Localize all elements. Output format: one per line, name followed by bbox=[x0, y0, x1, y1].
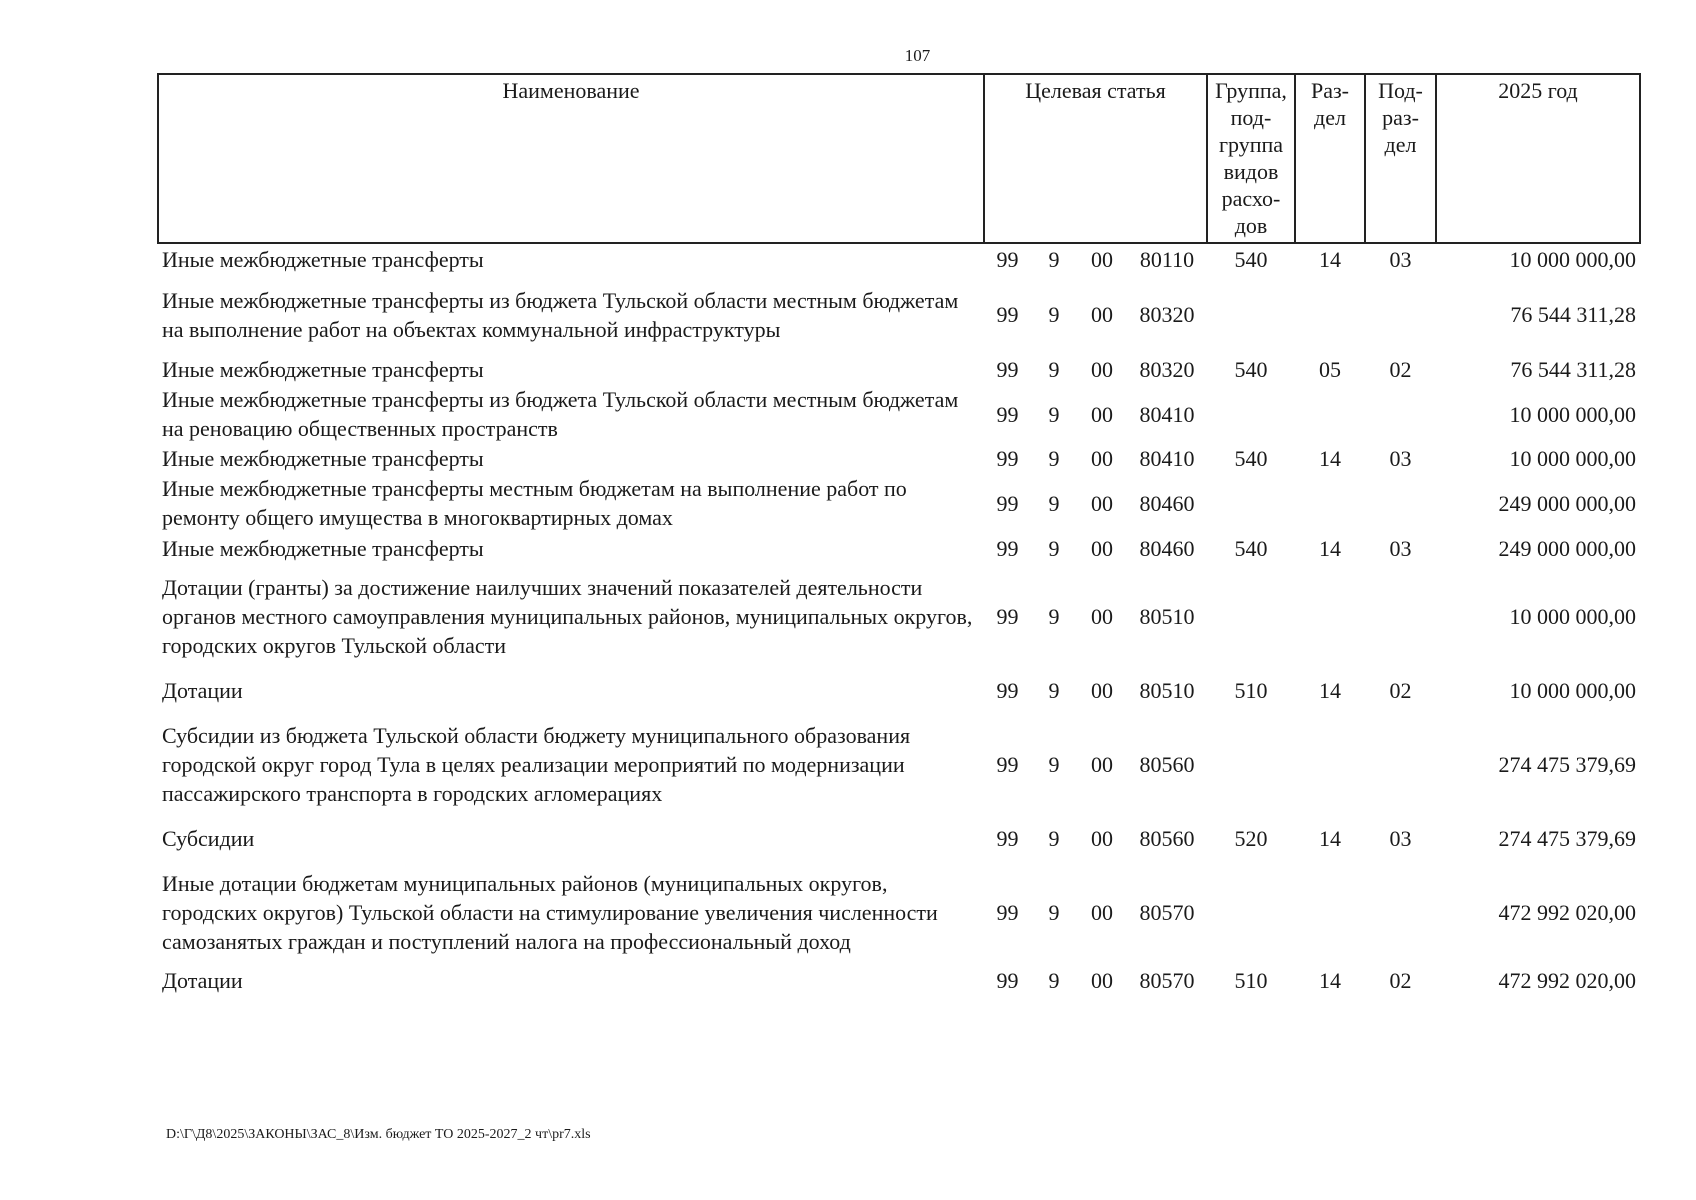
target-code: 80570 bbox=[1139, 967, 1195, 993]
expense-group: 540 bbox=[1234, 535, 1268, 561]
target-code: 80560 bbox=[1139, 751, 1195, 777]
target-program: 99 bbox=[996, 967, 1019, 993]
amount-2025: 472 992 020,00 bbox=[1498, 900, 1636, 925]
target-subprogram: 9 bbox=[1048, 825, 1060, 851]
header-subsection: Под-раз-дел bbox=[1365, 74, 1436, 243]
target-subprogram: 9 bbox=[1048, 604, 1060, 629]
budget-table bbox=[157, 73, 1641, 995]
row-name: Субсидии bbox=[162, 825, 255, 851]
target-code: 80410 bbox=[1139, 401, 1195, 427]
row-name: Субсидии из бюджета Тульской области бюджету муниципального образования городской округ город Тула в целях реализации мероприятий по модернизации пассажирского транспорта в городских агломерациях bbox=[162, 722, 911, 806]
page-number: 107 bbox=[904, 46, 931, 65]
header-target: Целевая статья bbox=[984, 74, 1207, 243]
subsection-code: 02 bbox=[1389, 967, 1412, 993]
target-direction: 00 bbox=[1091, 446, 1113, 471]
row-name: Дотации bbox=[162, 967, 243, 993]
subsection-code: 03 bbox=[1389, 535, 1412, 561]
header-year: 2025 год bbox=[1436, 74, 1640, 243]
table-row bbox=[158, 275, 1640, 354]
amount-2025: 249 000 000,00 bbox=[1498, 535, 1636, 561]
table-row bbox=[158, 443, 1640, 474]
subsection-code: 03 bbox=[1389, 247, 1412, 272]
target-program: 99 bbox=[996, 401, 1019, 427]
amount-2025: 76 544 311,28 bbox=[1510, 357, 1636, 382]
target-program: 99 bbox=[996, 302, 1019, 327]
target-code: 80510 bbox=[1139, 678, 1195, 703]
target-code: 80110 bbox=[1139, 247, 1195, 272]
table-row bbox=[158, 669, 1640, 712]
target-code: 80560 bbox=[1139, 825, 1195, 851]
section-code: 14 bbox=[1319, 678, 1341, 703]
header-name: Наименование bbox=[158, 74, 984, 243]
target-subprogram: 9 bbox=[1048, 357, 1060, 382]
target-program: 99 bbox=[996, 446, 1019, 471]
target-direction: 00 bbox=[1091, 490, 1113, 516]
section-code bbox=[1295, 275, 1365, 354]
header-section: Раз-дел bbox=[1295, 74, 1365, 243]
target-subprogram: 9 bbox=[1048, 490, 1060, 516]
subsection-code bbox=[1365, 275, 1436, 354]
row-name: Дотации (гранты) за достижение наилучших значений показателей деятельности органов местного самоуправления муниципальных районов, муниципальных округов, городских округов Тульской области bbox=[162, 575, 973, 658]
row-name: Иные межбюджетные трансферты bbox=[162, 446, 484, 471]
target-subprogram: 9 bbox=[1048, 678, 1060, 703]
expense-group: 540 bbox=[1234, 446, 1268, 471]
target-direction: 00 bbox=[1091, 900, 1113, 925]
amount-2025: 274 475 379,69 bbox=[1498, 825, 1636, 851]
row-name: Иные межбюджетные трансферты bbox=[162, 535, 484, 561]
table-row bbox=[158, 474, 1640, 532]
table-row bbox=[158, 385, 1640, 443]
target-program: 99 bbox=[996, 604, 1019, 629]
target-subprogram: 9 bbox=[1048, 900, 1060, 925]
expense-group: 540 bbox=[1234, 247, 1268, 272]
amount-2025: 10 000 000,00 bbox=[1509, 247, 1636, 272]
row-name: Иные межбюджетные трансферты bbox=[162, 357, 484, 382]
table-row bbox=[158, 712, 1640, 816]
row-name: Дотации bbox=[162, 678, 243, 703]
target-direction: 00 bbox=[1091, 967, 1113, 993]
subsection-code bbox=[1365, 474, 1436, 532]
expense-group: 510 bbox=[1234, 678, 1268, 703]
section-code: 14 bbox=[1319, 825, 1341, 851]
header-group: Группа, под-группа видов расхо-дов bbox=[1207, 74, 1295, 243]
amount-2025: 10 000 000,00 bbox=[1509, 678, 1636, 703]
expense-group bbox=[1207, 275, 1295, 354]
target-code: 80320 bbox=[1139, 357, 1195, 382]
target-subprogram: 9 bbox=[1048, 751, 1060, 777]
table-row bbox=[158, 860, 1640, 965]
amount-2025: 10 000 000,00 bbox=[1509, 604, 1636, 629]
target-code: 80410 bbox=[1139, 446, 1195, 471]
amount-2025: 249 000 000,00 bbox=[1498, 490, 1636, 516]
target-program: 99 bbox=[996, 357, 1019, 382]
target-code: 80320 bbox=[1139, 302, 1195, 327]
target-program: 99 bbox=[996, 900, 1019, 925]
target-subprogram: 9 bbox=[1048, 302, 1060, 327]
target-program: 99 bbox=[996, 825, 1019, 851]
expense-group bbox=[1207, 860, 1295, 965]
subsection-code: 02 bbox=[1389, 678, 1412, 703]
expense-group bbox=[1207, 712, 1295, 816]
target-program: 99 bbox=[996, 490, 1019, 516]
target-code: 80460 bbox=[1139, 535, 1195, 561]
table-body bbox=[158, 243, 1640, 995]
target-direction: 00 bbox=[1091, 247, 1113, 272]
row-name: Иные межбюджетные трансферты bbox=[162, 247, 484, 272]
row-name: Иные межбюджетные трансферты из бюджета Тульской области местным бюджетам на выполнение работ на объектах коммунальной инфраструктуры bbox=[162, 287, 959, 342]
amount-2025: 472 992 020,00 bbox=[1498, 967, 1636, 993]
target-direction: 00 bbox=[1091, 604, 1113, 629]
target-direction: 00 bbox=[1091, 535, 1113, 561]
target-program: 99 bbox=[996, 535, 1019, 561]
target-direction: 00 bbox=[1091, 751, 1113, 777]
row-name: Иные межбюджетные трансферты местным бюджетам на выполнение работ по ремонту общего имущества в многоквартирных домах bbox=[162, 476, 907, 530]
section-code: 14 bbox=[1319, 535, 1341, 561]
amount-2025: 76 544 311,28 bbox=[1510, 302, 1636, 327]
table-row bbox=[158, 816, 1640, 860]
subsection-code: 03 bbox=[1389, 446, 1412, 471]
subsection-code: 02 bbox=[1389, 357, 1412, 382]
expense-group: 540 bbox=[1234, 357, 1268, 382]
subsection-code bbox=[1365, 385, 1436, 443]
amount-2025: 274 475 379,69 bbox=[1498, 751, 1636, 777]
amount-2025: 10 000 000,00 bbox=[1509, 446, 1636, 471]
section-code: 05 bbox=[1319, 357, 1341, 382]
target-direction: 00 bbox=[1091, 302, 1113, 327]
row-name: Иные дотации бюджетам муниципальных районов (муниципальных округов, городских округов) Тульской области на стимулирование увеличения численности самозанятых граждан и поступлений налога на профессиональный доход bbox=[162, 871, 938, 954]
section-code bbox=[1295, 860, 1365, 965]
subsection-code bbox=[1365, 860, 1436, 965]
file-path-footer: D:\Г\Д8\2025\ЗАКОНЫ\ЗАС_8\Изм. бюджет ТО 2025-2027_2 чт\pr7.xls bbox=[166, 1127, 591, 1142]
section-code bbox=[1295, 474, 1365, 532]
target-subprogram: 9 bbox=[1048, 535, 1060, 561]
target-program: 99 bbox=[996, 247, 1019, 272]
target-code: 80570 bbox=[1139, 900, 1195, 925]
target-program: 99 bbox=[996, 678, 1019, 703]
expense-group bbox=[1207, 385, 1295, 443]
section-code: 14 bbox=[1319, 446, 1341, 471]
section-code: 14 bbox=[1319, 967, 1341, 993]
target-subprogram: 9 bbox=[1048, 446, 1060, 471]
expense-group bbox=[1207, 474, 1295, 532]
section-code: 14 bbox=[1319, 247, 1341, 272]
subsection-code bbox=[1365, 712, 1436, 816]
table-row bbox=[158, 532, 1640, 564]
header-row bbox=[158, 74, 1640, 243]
target-subprogram: 9 bbox=[1048, 401, 1060, 427]
target-program: 99 bbox=[996, 751, 1019, 777]
target-direction: 00 bbox=[1091, 401, 1113, 427]
target-subprogram: 9 bbox=[1048, 967, 1060, 993]
target-direction: 00 bbox=[1091, 678, 1113, 703]
target-subprogram: 9 bbox=[1048, 247, 1060, 272]
expense-group: 520 bbox=[1234, 825, 1268, 851]
target-direction: 00 bbox=[1091, 357, 1113, 382]
target-code: 80460 bbox=[1139, 490, 1195, 516]
target-direction: 00 bbox=[1091, 825, 1113, 851]
section-code bbox=[1295, 385, 1365, 443]
table-row bbox=[158, 564, 1640, 669]
section-code bbox=[1295, 712, 1365, 816]
expense-group bbox=[1207, 564, 1295, 669]
row-name: Иные межбюджетные трансферты из бюджета Тульской области местным бюджетам на реновацию общественных пространств bbox=[162, 387, 959, 441]
subsection-code bbox=[1365, 564, 1436, 669]
amount-2025: 10 000 000,00 bbox=[1509, 401, 1636, 427]
section-code bbox=[1295, 564, 1365, 669]
expense-group: 510 bbox=[1234, 967, 1268, 993]
target-code: 80510 bbox=[1139, 604, 1195, 629]
table-row bbox=[158, 965, 1640, 995]
table-row bbox=[158, 354, 1640, 385]
table-row bbox=[158, 243, 1640, 275]
subsection-code: 03 bbox=[1389, 825, 1412, 851]
